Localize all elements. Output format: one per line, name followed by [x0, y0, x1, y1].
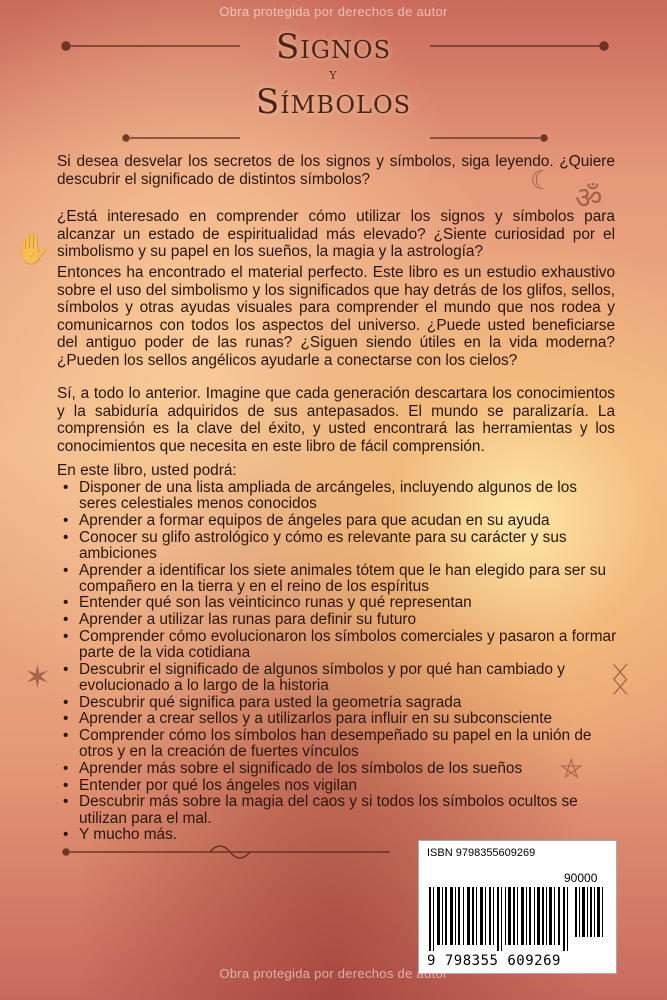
om-icon: ॐ	[575, 181, 603, 216]
hand-icon: ✋	[14, 232, 52, 267]
paragraph-1: Si desea desvelar los secretos de los signos y símbolos, siga leyendo. ¿Quiere descubrir el significado de distintos símbolos?	[57, 153, 615, 188]
list-item: • Y mucho más.	[57, 827, 617, 843]
title-line-1: Signos	[275, 27, 392, 67]
watermark-bottom: Obra protegida por derechos de autor	[219, 966, 448, 981]
list-item: • Aprender a formar equipos de ángeles para que acudan en su ayuda	[57, 513, 617, 529]
list-item: • Descubrir más sobre la magia del caos y si todos los símbolos ocultos se utilizan para el mal.	[57, 794, 617, 826]
title-line-2: y	[329, 65, 338, 83]
list-item: • Descubrir el significado de algunos símbolos y por qué han cambiado y evolucionado a lo largo de la historia	[57, 662, 617, 694]
list-item: • Entender por qué los ángeles nos vigilan	[57, 778, 617, 794]
isbn-digits: 9 798355 609269	[427, 953, 561, 969]
list-item: • Entender qué son las veinticinco runas y qué representan	[57, 595, 617, 611]
rune-icon: ᛝ	[610, 660, 631, 700]
list-item: • Comprender cómo los símbolos han desempeñado su papel en la unión de otros y en la creación de fuertes vínculos	[57, 728, 617, 760]
list-item: • Conocer su glifo astrológico y cómo es relevante para su carácter y sus ambiciones	[57, 530, 617, 562]
list-intro: En este libro, usted podrá:	[57, 462, 237, 479]
list-item: • Aprender más sobre el significado de los símbolos de los sueños	[57, 761, 617, 777]
barcode	[418, 840, 617, 974]
benefits-list	[57, 480, 617, 844]
pentagram-icon: ⛤	[560, 752, 583, 785]
list-item: • Aprender a utilizar las runas para definir su futuro	[57, 612, 617, 628]
list-item: • Descubrir qué significa para usted la geometría sagrada	[57, 695, 617, 711]
list-item: • Disponer de una lista ampliada de arcángeles, incluyendo algunos de los seres celestiales menos conocidos	[57, 480, 617, 512]
book-title	[0, 28, 667, 122]
isbn-label: ISBN 9798355609269	[427, 847, 536, 859]
paragraph-3: Entonces ha encontrado el material perfecto. Este libro es un estudio exhaustivo sobre el uso del simbolismo y los significados que hay detrás de los glifos, sellos, símbolos y otras ayudas visuales para comprender el mundo que nos rodea y comunicarnos con todos los aspectos del universo. ¿Puede usted beneficiarse del antiguo poder de las runas? ¿Siguen siendo útiles en la vida moderna? ¿Pueden los sellos angélicos ayudarle a conectarse con los cielos?	[57, 264, 615, 369]
barcode-bars	[427, 887, 607, 951]
paragraph-2: ¿Está interesado en comprender cómo utilizar los signos y símbolos para alcanzar un estado de espiritualidad más elevado? ¿Siente curiosidad por el simbolismo y su papel en los sueños, la magia y la astrología?	[57, 208, 615, 260]
watermark-top: Obra protegida por derechos de autor	[219, 4, 448, 19]
price-code: 90000	[564, 871, 598, 885]
bottom-ornament	[60, 832, 480, 872]
list-item: • Comprender cómo evolucionaron los símbolos comerciales y pasaron a formar parte de la vida cotidiana	[57, 629, 617, 661]
moon-icon: ☾	[530, 166, 554, 196]
list-item: • Aprender a identificar los siete animales tótem que le han elegido para ser su compañero en la tierra y en el reino de los espíritus	[57, 563, 617, 595]
star-icon: ✶	[24, 658, 51, 696]
list-item: • Aprender a crear sellos y a utilizarlos para influir en su subconsciente	[57, 711, 617, 727]
paragraph-4: Sí, a todo lo anterior. Imagine que cada generación descartara los conocimientos y la sabiduría adquiridos de sus antepasados. El mundo se paralizaría. La comprensión es la clave del éxito, y usted encontrará las herramientas y los conocimientos que necesita en este libro de fácil comprensión.	[57, 385, 615, 455]
title-line-3: Símbolos	[255, 82, 412, 122]
